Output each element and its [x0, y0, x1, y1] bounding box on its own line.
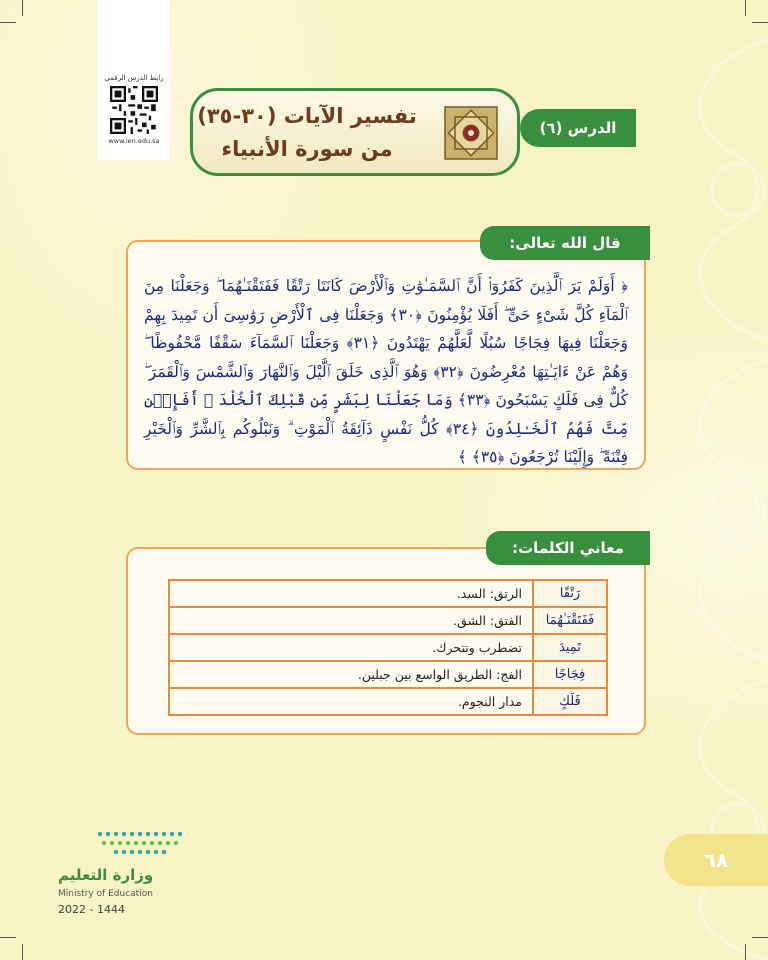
word-cell: فِجَاجًا: [533, 661, 607, 688]
word-cell: فَلَكٍ: [533, 688, 607, 715]
crop-mark: [0, 22, 16, 23]
table-row: [169, 634, 607, 661]
ministry-name-arabic: وزارة التعليم: [58, 866, 154, 884]
islamic-star-emblem-icon: [441, 103, 501, 163]
word-cell: رَتْقًا: [533, 580, 607, 607]
title-line-1: تفسير الآيات (٣٠-٣٥): [197, 104, 417, 128]
crop-mark: [745, 0, 746, 16]
ministry-name-english: Ministry of Education: [58, 889, 153, 899]
decorative-pattern: [618, 0, 768, 960]
meaning-cell: الرتق: السد.: [169, 580, 533, 607]
ministry-logo-icon: [94, 826, 186, 862]
word-cell: تَمِيدَ: [533, 634, 607, 661]
page-number: ٦٨: [664, 834, 768, 886]
lesson-number-badge: الدرس (٦): [520, 109, 636, 147]
qr-label: رابط الدرس الرقمي: [104, 74, 164, 82]
crop-mark: [752, 937, 768, 938]
crop-mark: [22, 944, 23, 960]
qr-block: [98, 0, 170, 160]
crop-mark: [752, 22, 768, 23]
crop-mark: [745, 944, 746, 960]
word-cell: فَفَتَقْنَـٰهُمَا: [533, 607, 607, 634]
title-line-2: من سورة الأنبياء: [221, 137, 393, 161]
table-row: [169, 607, 607, 634]
qr-url: www.ien.edu.sa: [108, 137, 160, 145]
quran-verses-text: ﴿ أَوَلَمْ يَرَ ٱلَّذِينَ كَفَرُوٓا۟ أَنَّ ٱلسَّمَـٰوَٰتِ وَٱلْأَرْضَ كَانَتَا رَتْقًا فَفَتَقْنَـٰهُمَا ۖ وَجَعَلْنَا مِنَ ٱلْمَآءِ كُلَّ شَىْءٍ حَىٍّ ۖ أَفَلَا يُؤْمِنُونَ ﴿٣٠﴾ وَجَعَلْنَا فِى ٱلْأَرْضِ رَوَٰسِىَ أَن تَمِيدَ بِهِمْ وَجَعَلْنَا فِيهَا فِجَاجًا سُبُلًا لَّعَلَّهُمْ يَهْتَدُونَ ﴿٣١﴾ وَجَعَلْنَا ٱلسَّمَآءَ سَقْفًا مَّحْفُوظًا ۖ وَهُمْ عَنْ ءَايَـٰتِهَا مُعْرِضُونَ ﴿٣٢﴾ وَهُوَ ٱلَّذِى خَلَقَ ٱلَّيْلَ وَٱلنَّهَارَ وَٱلشَّمْسَ وَٱلْقَمَرَ ۖ كُلٌّ فِى فَلَكٍ يَسْبَحُونَ ﴿٣٣﴾ وَمَا جَعَلْنَا لِبَشَرٍ مِّن قَبْلِكَ ٱلْخُلْدَ ۖ أَفَإِي۟ن مِّتَّ فَهُمُ ٱلْخَـٰلِدُونَ ﴿٣٤﴾ كُلُّ نَفْسٍ ذَآئِقَةُ ٱلْمَوْتِ ۗ وَنَبْلُوكُم بِٱلشَّرِّ وَٱلْخَيْرِ فِتْنَةً ۖ وَإِلَيْنَا تُرْجَعُونَ ﴿٣٥﴾ ﴾: [144, 277, 628, 466]
word-meanings-table: [168, 579, 608, 716]
table-row: [169, 661, 607, 688]
meaning-cell: الفج: الطريق الواسع بين جبلين.: [169, 661, 533, 688]
meaning-cell: مدار النجوم.: [169, 688, 533, 715]
lesson-title: [197, 99, 417, 165]
academic-year: 2022 - 1444: [58, 903, 125, 916]
lesson-title-box: [190, 88, 520, 176]
meaning-cell: الفتق: الشق.: [169, 607, 533, 634]
table-row: [169, 580, 607, 607]
table-row: [169, 688, 607, 715]
qr-code-icon[interactable]: [110, 86, 158, 134]
crop-mark: [22, 0, 23, 16]
word-meanings-label: معاني الكلمات:: [486, 531, 650, 565]
meaning-cell: تضطرب وتتحرك.: [169, 634, 533, 661]
crop-mark: [0, 937, 16, 938]
word-meanings-box: [126, 547, 646, 735]
quran-section-label: قال الله تعالى:: [480, 226, 650, 260]
quran-verses-box: [126, 240, 646, 470]
